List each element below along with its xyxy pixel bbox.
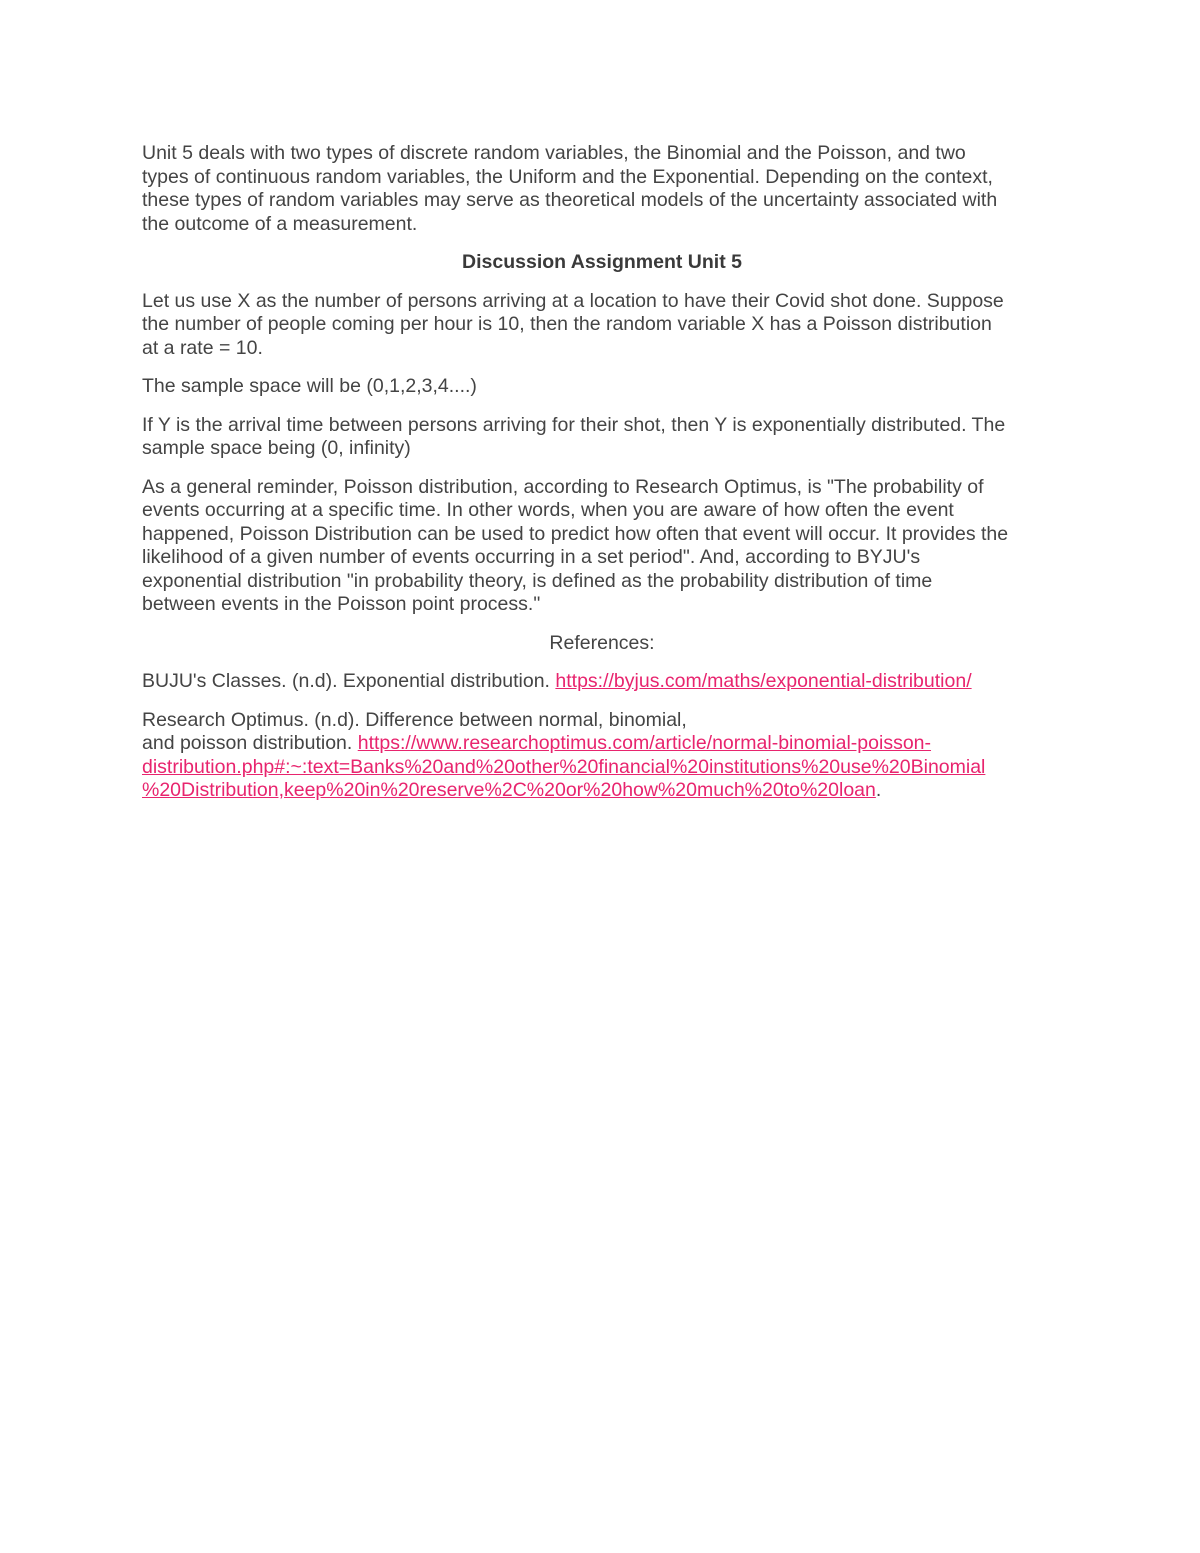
reminder-line: likelihood of a given number of events occurring in a set period". And, according to BYJU's (142, 546, 921, 568)
sample-space-paragraph: The sample space will be (0,1,2,3,4....) (142, 375, 477, 397)
reference-ro-line3 (142, 756, 1062, 780)
exponential-line: If Y is the arrival time between persons arriving for their shot, then Y is exponentially distributed. The (142, 413, 1006, 436)
exponential-paragraph (142, 414, 1062, 461)
poisson-line: at a rate = 10. (142, 336, 263, 359)
reference-ro-link-part3[interactable]: %20Distribution,keep%20in%20reserve%2C%20or%20how%20much%20to%20loan (142, 779, 876, 801)
intro-line: these types of random variables may serve as theoretical models of the uncertainty associated with (142, 189, 998, 211)
reference-ro-link-part1[interactable]: https://www.researchoptimus.com/article/normal-binomial-poisson- (357, 732, 932, 754)
poisson-line: the number of people coming per hour is 10, then the random variable X has a Poisson distribution (142, 313, 992, 335)
assignment-heading: Discussion Assignment Unit 5 (462, 251, 742, 273)
poisson-line: Let us use X as the number of persons arriving at a location to have their Covid shot done. Suppose (142, 289, 1004, 312)
reminder-line: between events in the Poisson point process." (142, 593, 541, 615)
references-title: References: (549, 631, 655, 654)
intro-paragraph (142, 142, 1062, 236)
reference-research-optimus (142, 709, 1062, 803)
reference-ro-line2 (142, 732, 1062, 756)
exponential-line: sample space being (0, infinity) (142, 437, 411, 459)
reminder-paragraph (142, 476, 1062, 617)
intro-line: types of continuous random variables, the Uniform and the Exponential. Depending on the context, (142, 165, 993, 188)
intro-line: the outcome of a measurement. (142, 212, 418, 235)
reference-ro-line1: Research Optimus. (n.d). Difference between normal, binomial, (142, 708, 687, 731)
poisson-paragraph (142, 290, 1062, 361)
intro-line: Unit 5 deals with two types of discrete random variables, the Binomial and the Poisson, and two (142, 142, 966, 164)
reference-ro-trailing: . (875, 779, 882, 801)
reminder-line: As a general reminder, Poisson distribution, according to Research Optimus, is "The probability of (142, 475, 984, 498)
document-page (142, 142, 1062, 818)
reference-byjus-text: BUJU's Classes. (n.d). Exponential distribution. (142, 670, 556, 692)
reminder-line: exponential distribution "in probability theory, is defined as the probability distribution of time (142, 569, 933, 592)
reminder-line: events occurring at a specific time. In other words, when you are aware of how often the event (142, 499, 954, 521)
reference-byjus (142, 670, 1062, 694)
reference-ro-text: and poisson distribution. (142, 732, 358, 754)
reminder-line: happened, Poisson Distribution can be used to predict how often that event will occur. It provides the (142, 522, 1009, 545)
reference-ro-line4 (142, 779, 1062, 803)
reference-ro-link-part2[interactable]: distribution.php#:~:text=Banks%20and%20other%20financial%20institutions%20use%20Binomial (142, 755, 986, 778)
reference-byjus-link[interactable]: https://byjus.com/maths/exponential-distribution/ (555, 670, 972, 692)
